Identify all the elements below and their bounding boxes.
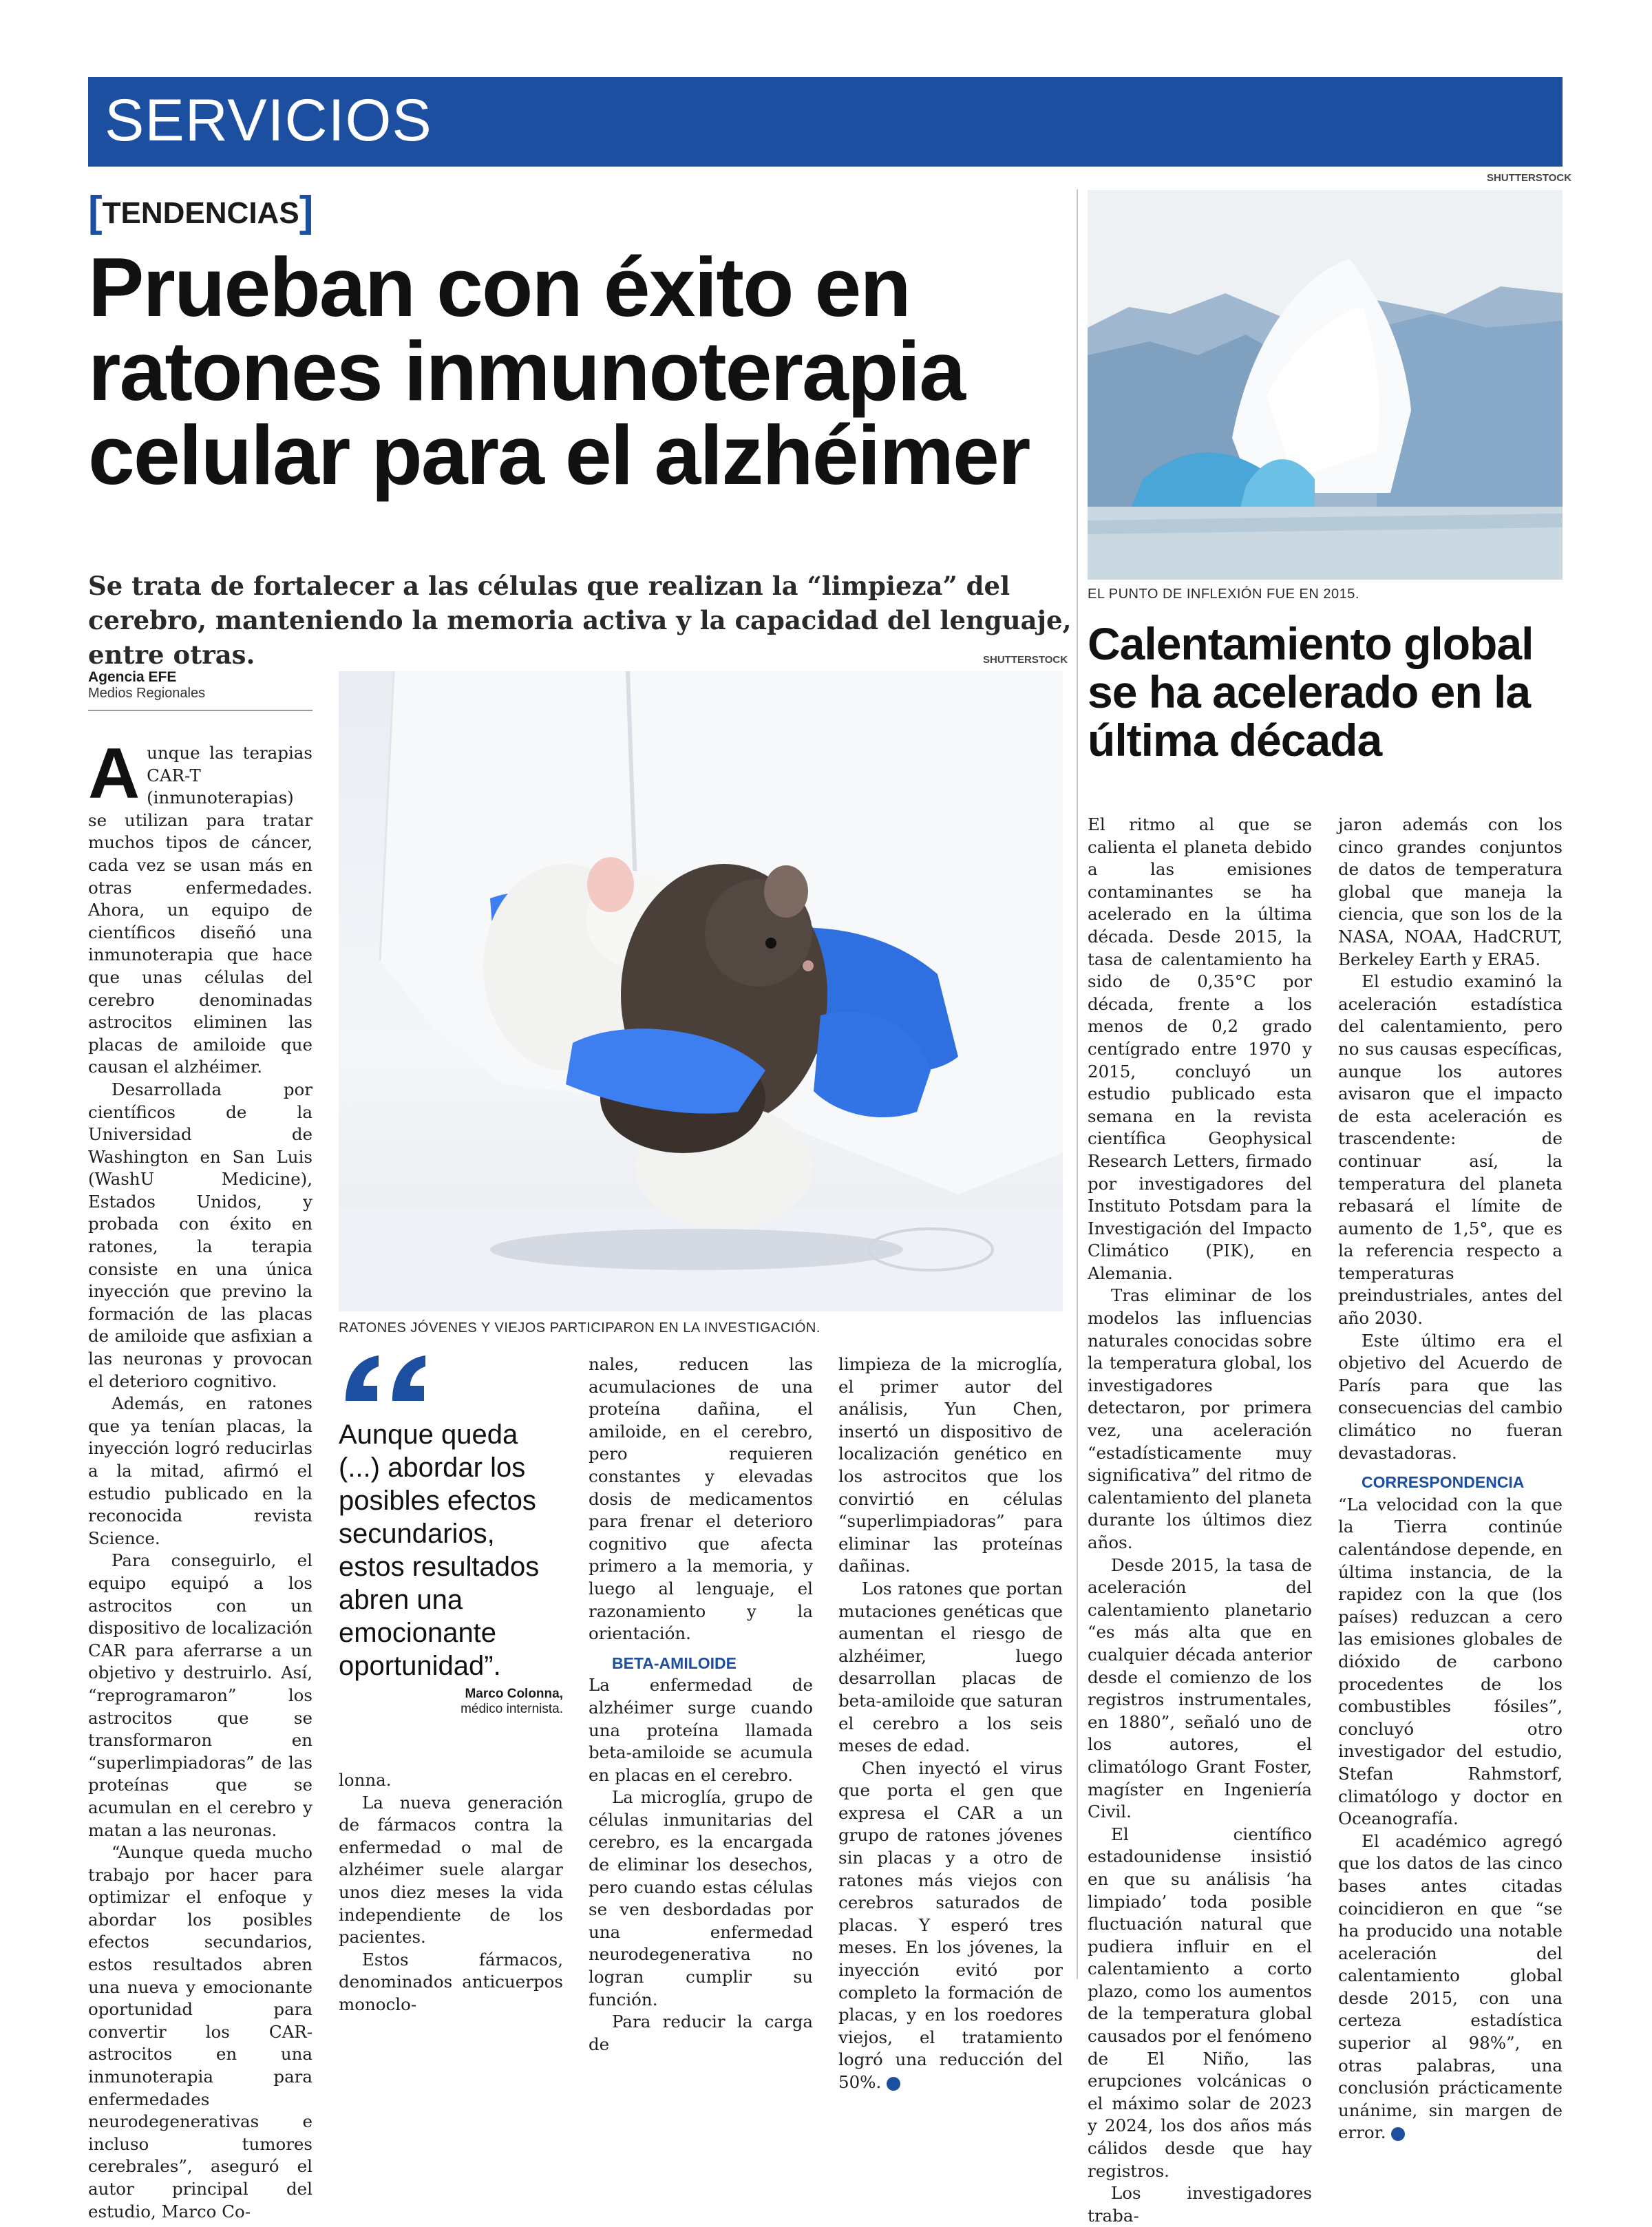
paragraph: nales, reducen las acumulaciones de una proteína dañina, el amiloide, en el cerebro, pero requieren constantes y elevadas dosis de medicamentos para frenar el deterioro cognitivo que afecta primero a la memoria, y luego al lenguaje, el razonamiento y la orientación. [589, 1354, 813, 1644]
paragraph: La nueva generación de fármacos contra la enfermedad o mal de alzhéimer suele alargar unos diez meses la vida independiente de los pacientes. [339, 1792, 563, 1948]
paragraph: La enfermedad de alzhéimer surge cuando una proteína llamada beta-amiloide se acumula en placas en el cerebro. [589, 1675, 813, 1785]
subhead-beta-amiloide: BETA-AMILOIDE [612, 1654, 737, 1672]
paragraph: Para conseguirlo, el equipo equipó a los astrocitos con un dispositivo de localización CAR para aferrarse a un objetivo y destruirlo. Así, “reprogramaron” los astrocitos que se transformaron en “superlimpiadoras” de las proteínas que se acumulan en el cerebro y matan a las neuronas. [88, 1550, 313, 1840]
pull-quote: Aunque queda (...) abordar los posibles efectos secundarios, estos resultados abren una emocionante oportunidad”. [339, 1419, 540, 1681]
paragraph: Chen inyectó el virus que porta el gen que expresa el CAR a un grupo de ratones jóvenes sin placas y a otro de ratones más viejos con cerebros saturados de placas. Y esperó tres meses. En los jóvenes, la inyección evitó por completo la formación de placas, y en los roedores viejos, el tratamiento logró una reducción del 50%. ✚ [838, 1758, 1063, 2092]
end-of-article-icon: ✚ [887, 2077, 900, 2091]
article-column-2 [339, 1769, 563, 2016]
paragraph: “La velocidad con la que la Tierra continúe calentándose depende, en última instancia, de la rapidez con la que (los países) reduzcan a cero las emisiones globales de dióxido de carbono procedentes de los combustibles fósiles”, concluyó otro investigador del estudio, Stefan Rahmstorf, climatólogo y doctor en Oceanografía. [1338, 1494, 1563, 1829]
paragraph: Los investigadores traba- [1088, 2183, 1312, 2226]
byline-media: Medios Regionales [88, 686, 206, 701]
article-column-4 [838, 1353, 1063, 2094]
glacier-illustration [1088, 190, 1563, 580]
quote-author-name: Marco Colonna, [465, 1687, 563, 1701]
paragraph: El estudio examinó la aceleración estadística del calentamiento, pero no sus causas específicas, aunque los autores avisaron que el impacto de esta aceleración es trascendente: de continuar así, la temperatura del planeta rebasará el límite de aumento de 1,5°, que es la referencia respecto a temperaturas preindustriales, antes del año 2030. [1338, 971, 1563, 1329]
dropcap: A [88, 734, 140, 814]
paragraph: El ritmo al que se calienta el planeta debido a las emisiones contaminantes se ha acelerado en la última década. Desde 2015, la tasa de calentamiento ha sido de 0,35°C por década, frente a los menos de 0,2 grado centígrado entre 1970 y 2015, concluyó un estudio publicado esta semana en la revista científica Geophysical Research Letters, firmado por investigadores del Instituto Potsdam para la Investigación del Impacto Climático (PIK), en Alemania. [1088, 814, 1312, 1283]
kicker-bracket-close: ] [299, 188, 314, 235]
headline: Prueban con éxito en ratones inmunoterapia celular para el alzhéimer [88, 240, 1030, 502]
deck: Se trata de fortalecer a las células que realizan la “limpieza” del cerebro, manteniendo la memoria activa y la capacidad del lenguaje, entre otras. [88, 571, 1072, 670]
side-column-2 [1338, 814, 1563, 2144]
paragraph: El académico agregó que los datos de las cinco bases antes citadas coincidieron en que “se ha producido una notable aceleración del calentamiento global desde 2015, con una certeza estadística superior al 98%”, en otras palabras, una conclusión prácticamente unánime, sin margen de error. ✚ [1338, 1830, 1563, 2143]
quote-mark-icon [339, 1353, 435, 1411]
glacier-caption: EL PUNTO DE INFLEXIÓN FUE EN 2015. [1088, 587, 1359, 602]
paragraph: Aunque las terapias CAR-T (inmunoterapias) se utilizan para tratar muchos tipos de cáncer, cada vez se usan más en otras enfermedades. Ahora, un equipo de científicos diseñó una inmunoterapia que hace que unas células del cerebro denominadas astrocitos eliminen las placas de amiloide que causan el alzhéimer. [88, 734, 313, 1077]
paragraph: Desarrollada por científicos de la Universidad de Washington en San Luis (WashU Medicine), Estados Unidos, y probada con éxito en ratones, la terapia consiste en una única inyección que previno la formación de las placas de amiloide que asfixian a las neuronas y provocan el deterioro cognitivo. [88, 1079, 313, 1391]
paragraph: Estos fármacos, denominados anticuerpos monoclo- [339, 1949, 563, 2014]
subhead-correspondencia: CORRESPONDENCIA [1362, 1473, 1525, 1492]
paragraph: Tras eliminar de los modelos las influencias naturales conocidas sobre la temperatura global, los investigadores detectaron, por primera vez, una aceleración “estadísticamente muy significativa” del ritmo de calentamiento del planeta durante los últimos diez años. [1088, 1285, 1312, 1552]
end-of-article-icon: ✚ [1391, 2127, 1405, 2141]
paragraph: Para reducir la carga de [589, 2012, 813, 2054]
side-headline: Calentamiento global se ha acelerado en la última década [1088, 618, 1534, 766]
paragraph: limpieza de la microglía, el primer autor del análisis, Yun Chen, insertó un dispositivo de localización genético en los astrocitos que los convirtió en células “superlimpiadoras” para eliminar las proteínas dañinas. [838, 1354, 1063, 1576]
article-column-1 [88, 734, 313, 2223]
paragraph: Desde 2015, la tasa de aceleración del calentamiento planetario “es más alta que en cualquier década anterior desde el comienzo de los registros instrumentales, en 1880”, señaló uno de los autores, el climatólogo Grant Foster, magíster en Ingeniería Civil. [1088, 1554, 1312, 1822]
photo-credit-mice: SHUTTERSTOCK [983, 654, 1068, 666]
section-banner [88, 77, 1563, 167]
paragraph: La microglía, grupo de células inmunitarias del cerebro, es la encargada de eliminar los desechos, pero cuando estas células se ven desbordadas por una enfermedad neurodegenerativa no logran cumplir su función. [589, 1787, 813, 2009]
photo-credit-ice: SHUTTERSTOCK [1487, 172, 1572, 184]
byline [88, 669, 313, 711]
column-divider [1077, 189, 1078, 1979]
byline-agency: Agencia EFE [88, 669, 177, 685]
paragraph: Este último era el objetivo del Acuerdo de París para que las consecuencias del cambio climático no fueran devastadoras. [1338, 1330, 1563, 1463]
kicker-label: TENDENCIAS [102, 196, 299, 230]
side-column-1 [1088, 814, 1312, 2227]
paragraph: Los ratones que portan mutaciones genéticas que aumentan el riesgo de alzhéimer, luego desarrollan placas de beta-amiloide que saturan el cerebro a los seis meses de edad. [838, 1578, 1063, 1756]
article-column-3 [589, 1353, 813, 2056]
kicker-bracket-open: [ [88, 188, 103, 235]
section-title: SERVICIOS [105, 87, 432, 154]
paragraph: “Aunque queda mucho trabajo por hacer para optimizar el enfoque y abordar los posibles efectos secundarios, estos resultados abren una nueva y emocionante oportunidad para convertir los CAR-astrocitos en una inmunoterapia para enfermedades neurodegenerativas e incluso tumores cerebrales”, aseguró el autor principal del estudio, Marco Co- [88, 1842, 313, 2221]
kicker [88, 184, 313, 233]
quote-author-role: médico internista. [460, 1702, 563, 1716]
paragraph: El científico estadounidense insistió en que su análisis ‘ha limpiado’ toda posible fluctuación natural que pudiera influir en el calentamiento a corto plazo, como los aumentos de la temperatura global causados por el fenómeno de El Niño, las erupciones volcánicas o el máximo solar de 2023 y 2024, los dos años más cálidos desde que hay registros. [1088, 1824, 1312, 2181]
mice-caption: RATONES JÓVENES Y VIEJOS PARTICIPARON EN LA INVESTIGACIÓN. [339, 1320, 820, 1336]
mice-illustration [339, 671, 1063, 1311]
mice-photo [339, 671, 1063, 1311]
paragraph: jaron además con los cinco grandes conjuntos de datos de temperatura global que maneja la ciencia, que son los de la NASA, NOAA, HadCRUT, Berkeley Earth y ERA5. [1338, 814, 1563, 969]
paragraph: Además, en ratones que ya tenían placas, la inyección logró reducirlas a la mitad, afirmó el estudio publicado en la reconocida revista Science. [88, 1393, 313, 1548]
paragraph: lonna. [339, 1770, 392, 1790]
quote-attribution [385, 1687, 563, 1717]
glacier-photo [1088, 190, 1563, 580]
